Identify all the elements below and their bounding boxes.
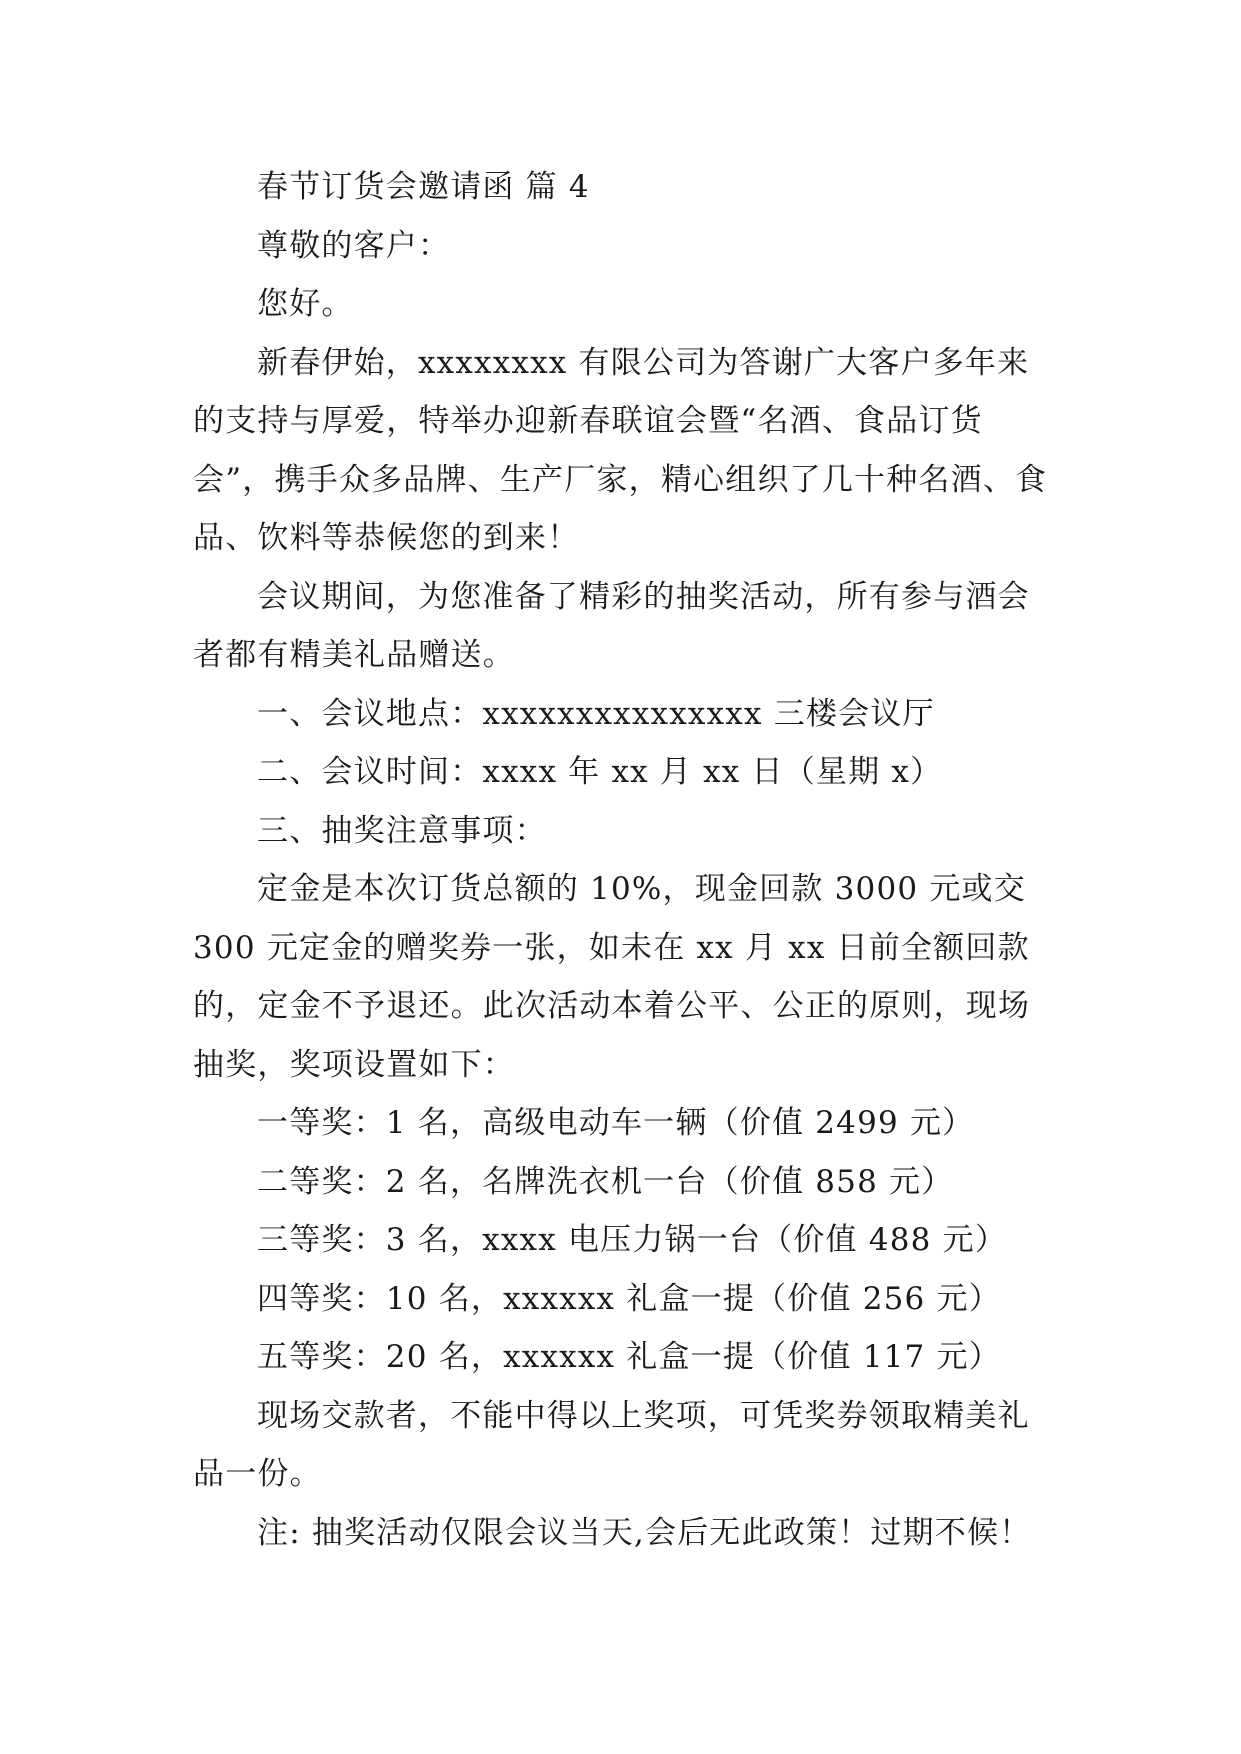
prize-second: 二等奖：2 名，名牌洗衣机一台（价值 858 元） [257,1163,954,1200]
cash-payer-note: 现场交款者，不能中得以上奖项，可凭奖券领取精美礼品一份。 [193,1397,1030,1492]
prize-fourth: 四等奖：10 名，xxxxxx 礼盒一提（价值 256 元） [257,1280,1001,1317]
deposit-paragraph: 定金是本次订货总额的 10%，现金回款 3000 元或交 300 元定金的赠奖券一张，如未在 xx 月 xx 日前全额回款的，定金不予退还。此次活动本着公平、公正的原则，现场抽奖，奖项设置如下： [193,871,1038,1083]
lottery-notes-heading: 三、抽奖注意事项： [257,812,547,849]
greeting: 您好。 [257,286,354,322]
salutation: 尊敬的客户： [257,227,451,264]
meeting-location: 一、会议地点：xxxxxxxxxxxxxxx 三楼会议厅 [257,695,935,732]
intro-paragraph: 新春伊始，xxxxxxxx 有限公司为答谢广大客户多年来的支持与厚爱，特举办迎新春联谊会暨“名酒、食品订货会”，携手众多品牌、生产厂家，精心组织了几十种名酒、食品、饮料等恭候您的到来！ [193,344,1048,556]
prize-third: 三等奖：3 名，xxxx 电压力锅一台（价值 488 元） [257,1222,1008,1258]
meeting-time: 二、会议时间：xxxx 年 xx 月 xx 日（星期 x） [257,754,943,790]
prize-first: 一等奖：1 名，高级电动车一辆（价值 2499 元） [257,1105,975,1141]
activity-paragraph: 会议期间，为您准备了精彩的抽奖活动，所有参与酒会者都有精美礼品赠送。 [193,578,1030,673]
prize-fifth: 五等奖：20 名，xxxxxx 礼盒一提（价值 117 元） [257,1339,1001,1375]
document-body [193,158,1053,1562]
footnote: 注: 抽奖活动仅限会议当天,会后无此政策！过期不候！ [257,1514,1032,1551]
document-title: 春节订货会邀请函 篇 4 [257,169,590,205]
